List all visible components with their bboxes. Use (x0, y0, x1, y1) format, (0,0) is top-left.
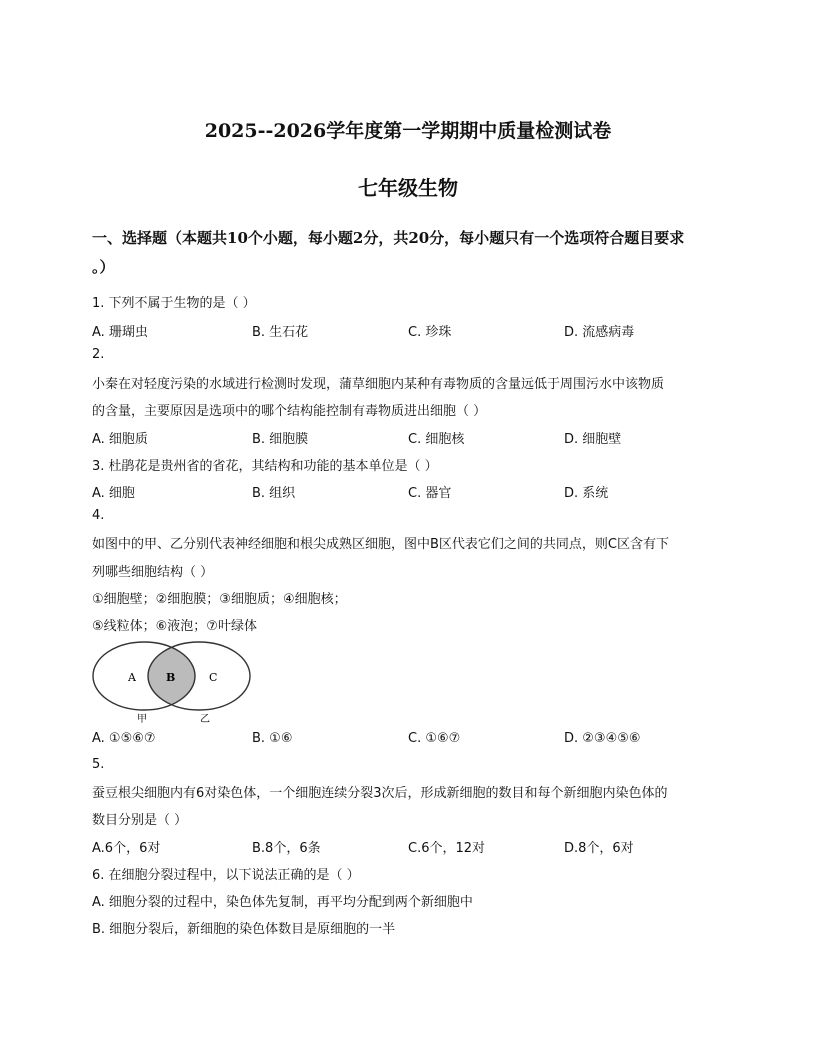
q4-option-a: A. ①⑤⑥⑦ (92, 731, 156, 746)
q4-list-line2: ⑤线粒体；⑥液泡；⑦叶绿体 (92, 619, 257, 634)
q4-number: 4. (92, 508, 105, 523)
venn-label-jia: 甲 (137, 714, 147, 725)
q3-option-a: A. 细胞 (92, 486, 135, 501)
q4-stem-line1: 如图中的甲、乙分别代表神经细胞和根尖成熟区细胞，图中B区代表它们之间的共同点，则C区含有下 (92, 537, 669, 552)
q1-option-a: A. 珊瑚虫 (92, 325, 148, 340)
section-heading-line1: 一、选择题（本题共10个小题，每小题2分，共20分，每小题只有一个选项符合题目要求 (92, 229, 685, 247)
venn-label-yi: 乙 (200, 714, 210, 725)
q6-option-b: B. 细胞分裂后，新细胞的染色体数目是原细胞的一半 (92, 922, 396, 937)
q4-option-c: C. ①⑥⑦ (408, 731, 461, 746)
q3-option-b: B. 组织 (252, 486, 296, 501)
exam-subtitle: 七年级生物 (358, 176, 458, 200)
q2-number: 2. (92, 347, 105, 362)
q6-option-a: A. 细胞分裂的过程中，染色体先复制，再平均分配到两个新细胞中 (92, 895, 473, 910)
q4-options (92, 731, 732, 751)
q1-option-c: C. 珍珠 (408, 325, 452, 340)
section-heading (92, 224, 732, 282)
q3-options (92, 482, 732, 502)
q3-option-d: D. 系统 (564, 486, 609, 501)
q2-stem-line1: 小秦在对轻度污染的水域进行检测时发现，蒲草细胞内某种有毒物质的含量远低于周围污水中该物质 (92, 377, 665, 392)
q5-option-d: D.8个，6对 (564, 841, 634, 856)
q5-stem-line1: 蚕豆根尖细胞内有6对染色体，一个细胞连续分裂3次后，形成新细胞的数目和每个新细胞内染色体的 (92, 786, 668, 801)
q5-option-c: C.6个，12对 (408, 841, 486, 856)
venn-diagram (92, 640, 252, 726)
venn-label-c: C (209, 671, 218, 684)
q2-option-b: B. 细胞膜 (252, 432, 309, 447)
q6-stem: 6. 在细胞分裂过程中，以下说法正确的是（ ） (92, 868, 360, 883)
q1-stem: 1. 下列不属于生物的是（ ） (92, 296, 256, 311)
q4-option-d: D. ②③④⑤⑥ (564, 731, 641, 746)
q2-stem-line2: 的含量，主要原因是选项中的哪个结构能控制有毒物质进出细胞（ ） (92, 404, 487, 419)
exam-title: 2025--2026学年度第一学期期中质量检测试卷 (204, 120, 612, 142)
q2-options (92, 428, 732, 448)
venn-label-a: A (128, 671, 136, 684)
q2-option-a: A. 细胞质 (92, 432, 148, 447)
q1-options (92, 321, 732, 341)
q5-options (92, 837, 732, 857)
q5-stem-line2: 数目分别是（ ） (92, 813, 188, 828)
q5-number: 5. (92, 757, 105, 772)
q1-option-d: D. 流感病毒 (564, 325, 635, 340)
section-heading-line2: 。） (92, 258, 115, 276)
q5-option-a: A.6个，6对 (92, 841, 161, 856)
q4-list-line1: ①细胞壁；②细胞膜；③细胞质；④细胞核； (92, 592, 347, 607)
q2-option-d: D. 细胞壁 (564, 432, 622, 447)
q3-stem: 3. 杜鹃花是贵州省的省花，其结构和功能的基本单位是（ ） (92, 459, 438, 474)
q1-option-b: B. 生石花 (252, 325, 309, 340)
q4-option-b: B. ①⑥ (252, 731, 293, 746)
q3-option-c: C. 器官 (408, 486, 452, 501)
q4-stem-line2: 列哪些细胞结构（ ） (92, 565, 214, 580)
q5-option-b: B.8个，6条 (252, 841, 321, 856)
venn-label-b: B (166, 671, 176, 684)
q2-option-c: C. 细胞核 (408, 432, 465, 447)
